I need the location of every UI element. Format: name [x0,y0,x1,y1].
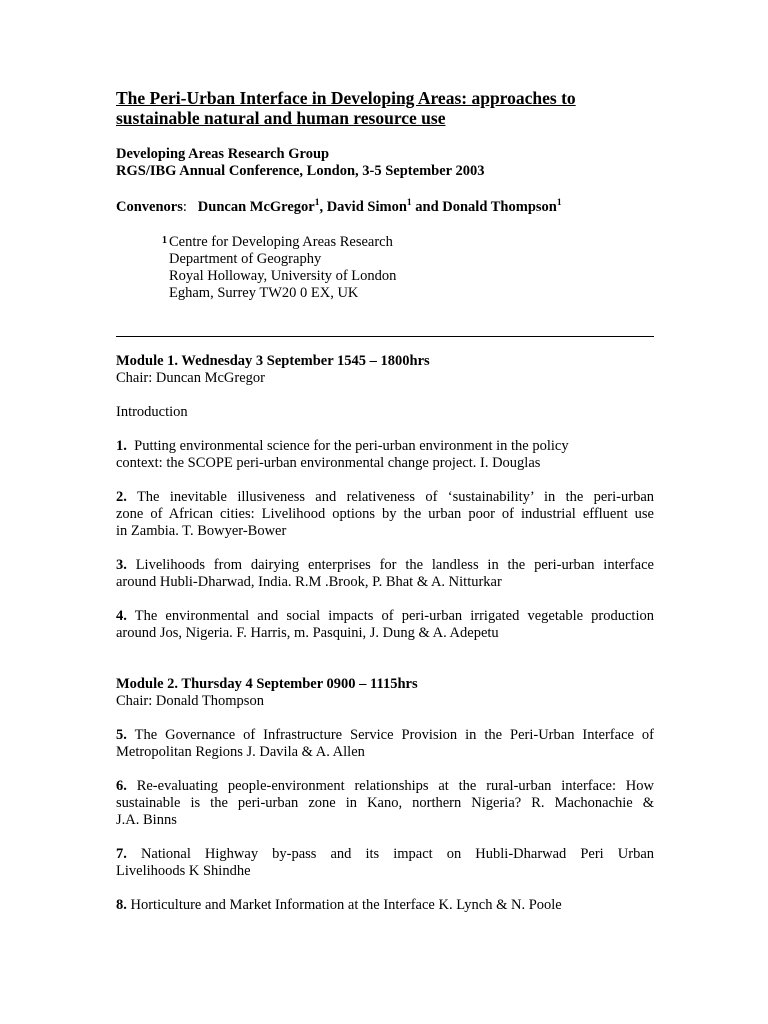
paper-line: Livelihoods K Shindhe [116,863,251,879]
paper-2 [116,489,654,540]
paper-number: 8. [116,897,127,913]
paper-number: 7. [116,846,127,862]
module-2 [116,676,654,710]
convenors-label: Convenors [116,199,183,215]
paper-number: 5. [116,727,127,743]
module-1-heading: Module 1. Wednesday 3 September 1545 – 1800hrs [116,353,430,369]
module-1-intro: Introduction [116,404,188,420]
paper-line: around Hubli-Dharwad, India. R.M .Brook, P. Bhat & A. Nitturkar [116,574,502,590]
paper-8 [116,897,654,914]
research-group: Developing Areas Research Group [116,146,330,162]
convenor-name-3: and Donald Thompson [411,199,557,215]
paper-1 [116,438,654,472]
paper-7 [116,846,654,880]
paper-line: National Highway by-pass and its impact on Hubli-Dharwad Peri Urban [140,846,655,862]
paper-line: The Governance of Infrastructure Service Provision in the Peri-Urban Interface of [134,727,654,743]
convenors-line [116,199,654,216]
paper-line: sustainable is the peri-urban zone in Kano, northern Nigeria? R. Machonachie & [116,795,654,811]
convenor-sup-3: 1 [556,198,562,209]
paper-number: 2. [116,489,127,505]
conference-info: RGS/IBG Annual Conference, London, 3-5 September 2003 [116,163,485,179]
paper-line: around Jos, Nigeria. F. Harris, m. Pasquini, J. Dung & A. Adepetu [116,625,499,641]
paper-6 [116,778,654,829]
module-1-chair: Chair: Duncan McGregor [116,370,265,386]
address-line: Royal Holloway, University of London [169,268,397,284]
paper-line: The inevitable illusiveness and relativeness of ‘sustainability’ in the peri-urban [136,489,655,505]
module-2-chair: Chair: Donald Thompson [116,693,264,709]
address-line: Department of Geography [169,251,322,267]
module-2-heading: Module 2. Thursday 4 September 0900 – 1115hrs [116,676,418,692]
document-title [116,88,654,128]
document-page [116,88,654,914]
paper-number: 6. [116,778,127,794]
paper-line: J.A. Binns [116,812,177,828]
convenor-sup-1: 1 [314,198,320,209]
paper-3 [116,557,654,591]
title-line-1: The Peri-Urban Interface in Developing Areas: approaches to [116,88,576,108]
convenor-name-2: , David Simon [319,199,407,215]
paper-line: Re-evaluating people-environment relationships at the rural-urban interface: How [136,778,654,794]
paper-line: in Zambia. T. Bowyer-Bower [116,523,287,539]
paper-number: 3. [116,557,127,573]
paper-line: context: the SCOPE peri-urban environmental change project. I. Douglas [116,455,541,471]
address-line: Egham, Surrey TW20 0 EX, UK [169,285,359,301]
affiliation-marker: 1 [162,235,167,246]
paper-line: Livelihoods from dairying enterprises for the landless in the peri-urban interface [135,557,654,573]
affiliation-address [162,234,654,302]
paper-line: Metropolitan Regions J. Davila & A. Allen [116,744,365,760]
module-1 [116,353,654,387]
convenor-mcgregor [198,199,562,215]
paper-line: The environmental and social impacts of peri-urban irrigated vegetable production [134,608,654,624]
paper-line: Putting environmental science for the peri-urban environment in the policy [134,438,569,454]
address-lines [169,234,396,302]
paper-line: Horticulture and Market Information at the Interface K. Lynch & N. Poole [130,897,562,913]
paper-4 [116,608,654,642]
paper-number: 1. [116,438,127,454]
convenors-colon: : [182,199,187,215]
paper-line: zone of African cities: Livelihood options by the urban poor of industrial effluent use [116,506,654,522]
convenor-name-1: Duncan McGregor [197,199,315,215]
paper-5 [116,727,654,761]
title-line-2: sustainable natural and human resource use [116,108,446,128]
convenor-sup-2: 1 [406,198,412,209]
paper-number: 4. [116,608,127,624]
address-line: Centre for Developing Areas Research [169,234,393,250]
organizer-block [116,146,654,180]
